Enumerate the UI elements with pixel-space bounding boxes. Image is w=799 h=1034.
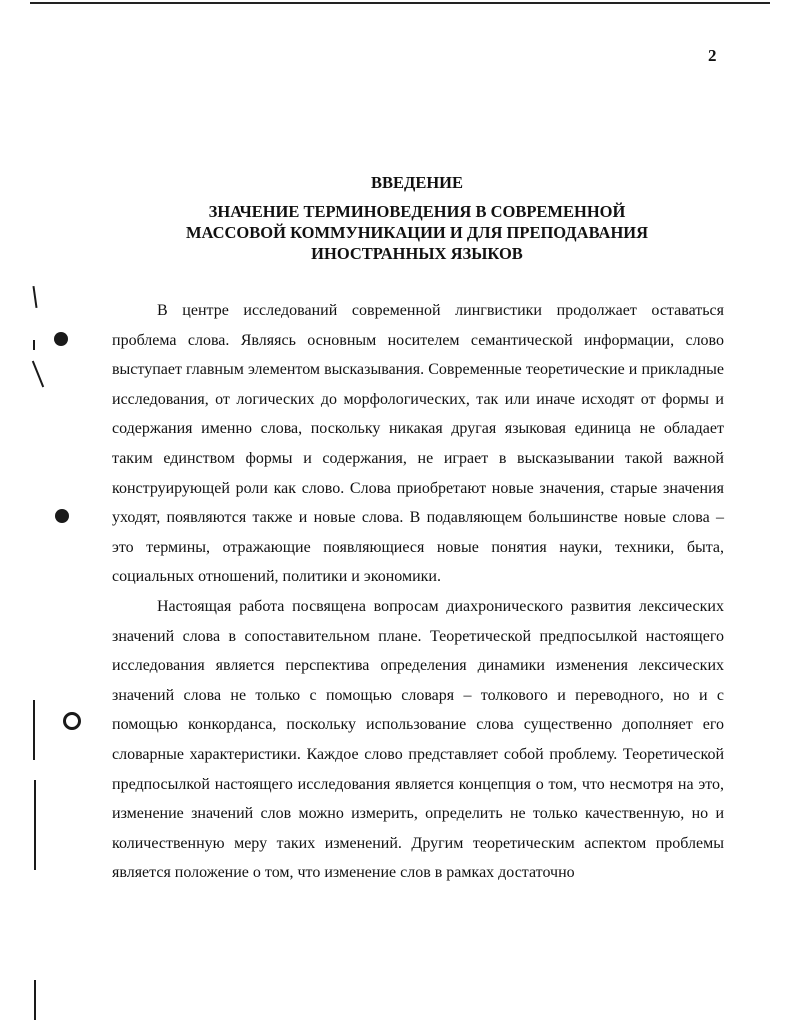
- punch-hole: [54, 332, 68, 346]
- punch-hole: [55, 509, 69, 523]
- page-number: 2: [708, 46, 717, 65]
- chapter-subtitle-line-2: МАССОВОЙ КОММУНИКАЦИИ И ДЛЯ ПРЕПОДАВАНИЯ: [185, 223, 649, 242]
- scan-margin-mark: [34, 780, 36, 870]
- scan-margin-mark: [32, 286, 37, 308]
- scan-margin-mark: [32, 361, 44, 388]
- chapter-subtitle-line-3: ИНОСТРАННЫХ ЯЗЫКОВ: [311, 244, 523, 263]
- scan-margin-mark: [33, 340, 35, 350]
- paragraph-1: В центре исследований современной лингвистики продолжает оставаться проблема слова. Являясь основным носителем семантической информации, слово выступает главным элементом высказывания. Современные теоретические и прикладные исследования, от логических до морфологических, так или иначе исходят от формы и содержания именно слова, поскольку никакая другая языковая единица не обладает таким единством формы и содержания, не играет в высказывании такой важной конструирующей роли как слово. Слова приобретают новые значения, старые значения уходят, появляются также и новые слова. В подавляющем большинстве новые слова – это термины, отражающие появляющиеся новые понятия науки, техники, быта, социальных отношений, политики и экономики.: [112, 302, 724, 586]
- punch-hole: [63, 712, 81, 730]
- scan-margin-mark: [34, 980, 36, 1020]
- body-text: [112, 296, 724, 888]
- chapter-title: ВВЕДЕНИЕ: [370, 173, 464, 192]
- scan-margin-mark: [33, 700, 35, 760]
- chapter-subtitle-line-1: ЗНАЧЕНИЕ ТЕРМИНОВЕДЕНИЯ В СОВРЕМЕННОЙ: [208, 202, 626, 221]
- scan-top-border: [30, 2, 770, 4]
- chapter-heading: [112, 172, 722, 264]
- paragraph-2: Настоящая работа посвящена вопросам диахронического развития лексических значений слова в сопоставительном плане. Теоретической предпосылкой настоящего исследования является перспектива определения динамики изменения лексических значений слова не только с помощью словаря – толкового и переводного, но и с помощью конкорданса, поскольку использование слова существенно дополняет его словарные характеристики. Каждое слово представляет собой проблему. Теоретической предпосылкой настоящего исследования является концепция о том, что несмотря на это, изменение значений слов можно измерить, определить не только качественную, но и количественную меру таких изменений. Другим теоретическим аспектом проблемы является положение о том, что изменение слов в рамках достаточно: [112, 597, 724, 882]
